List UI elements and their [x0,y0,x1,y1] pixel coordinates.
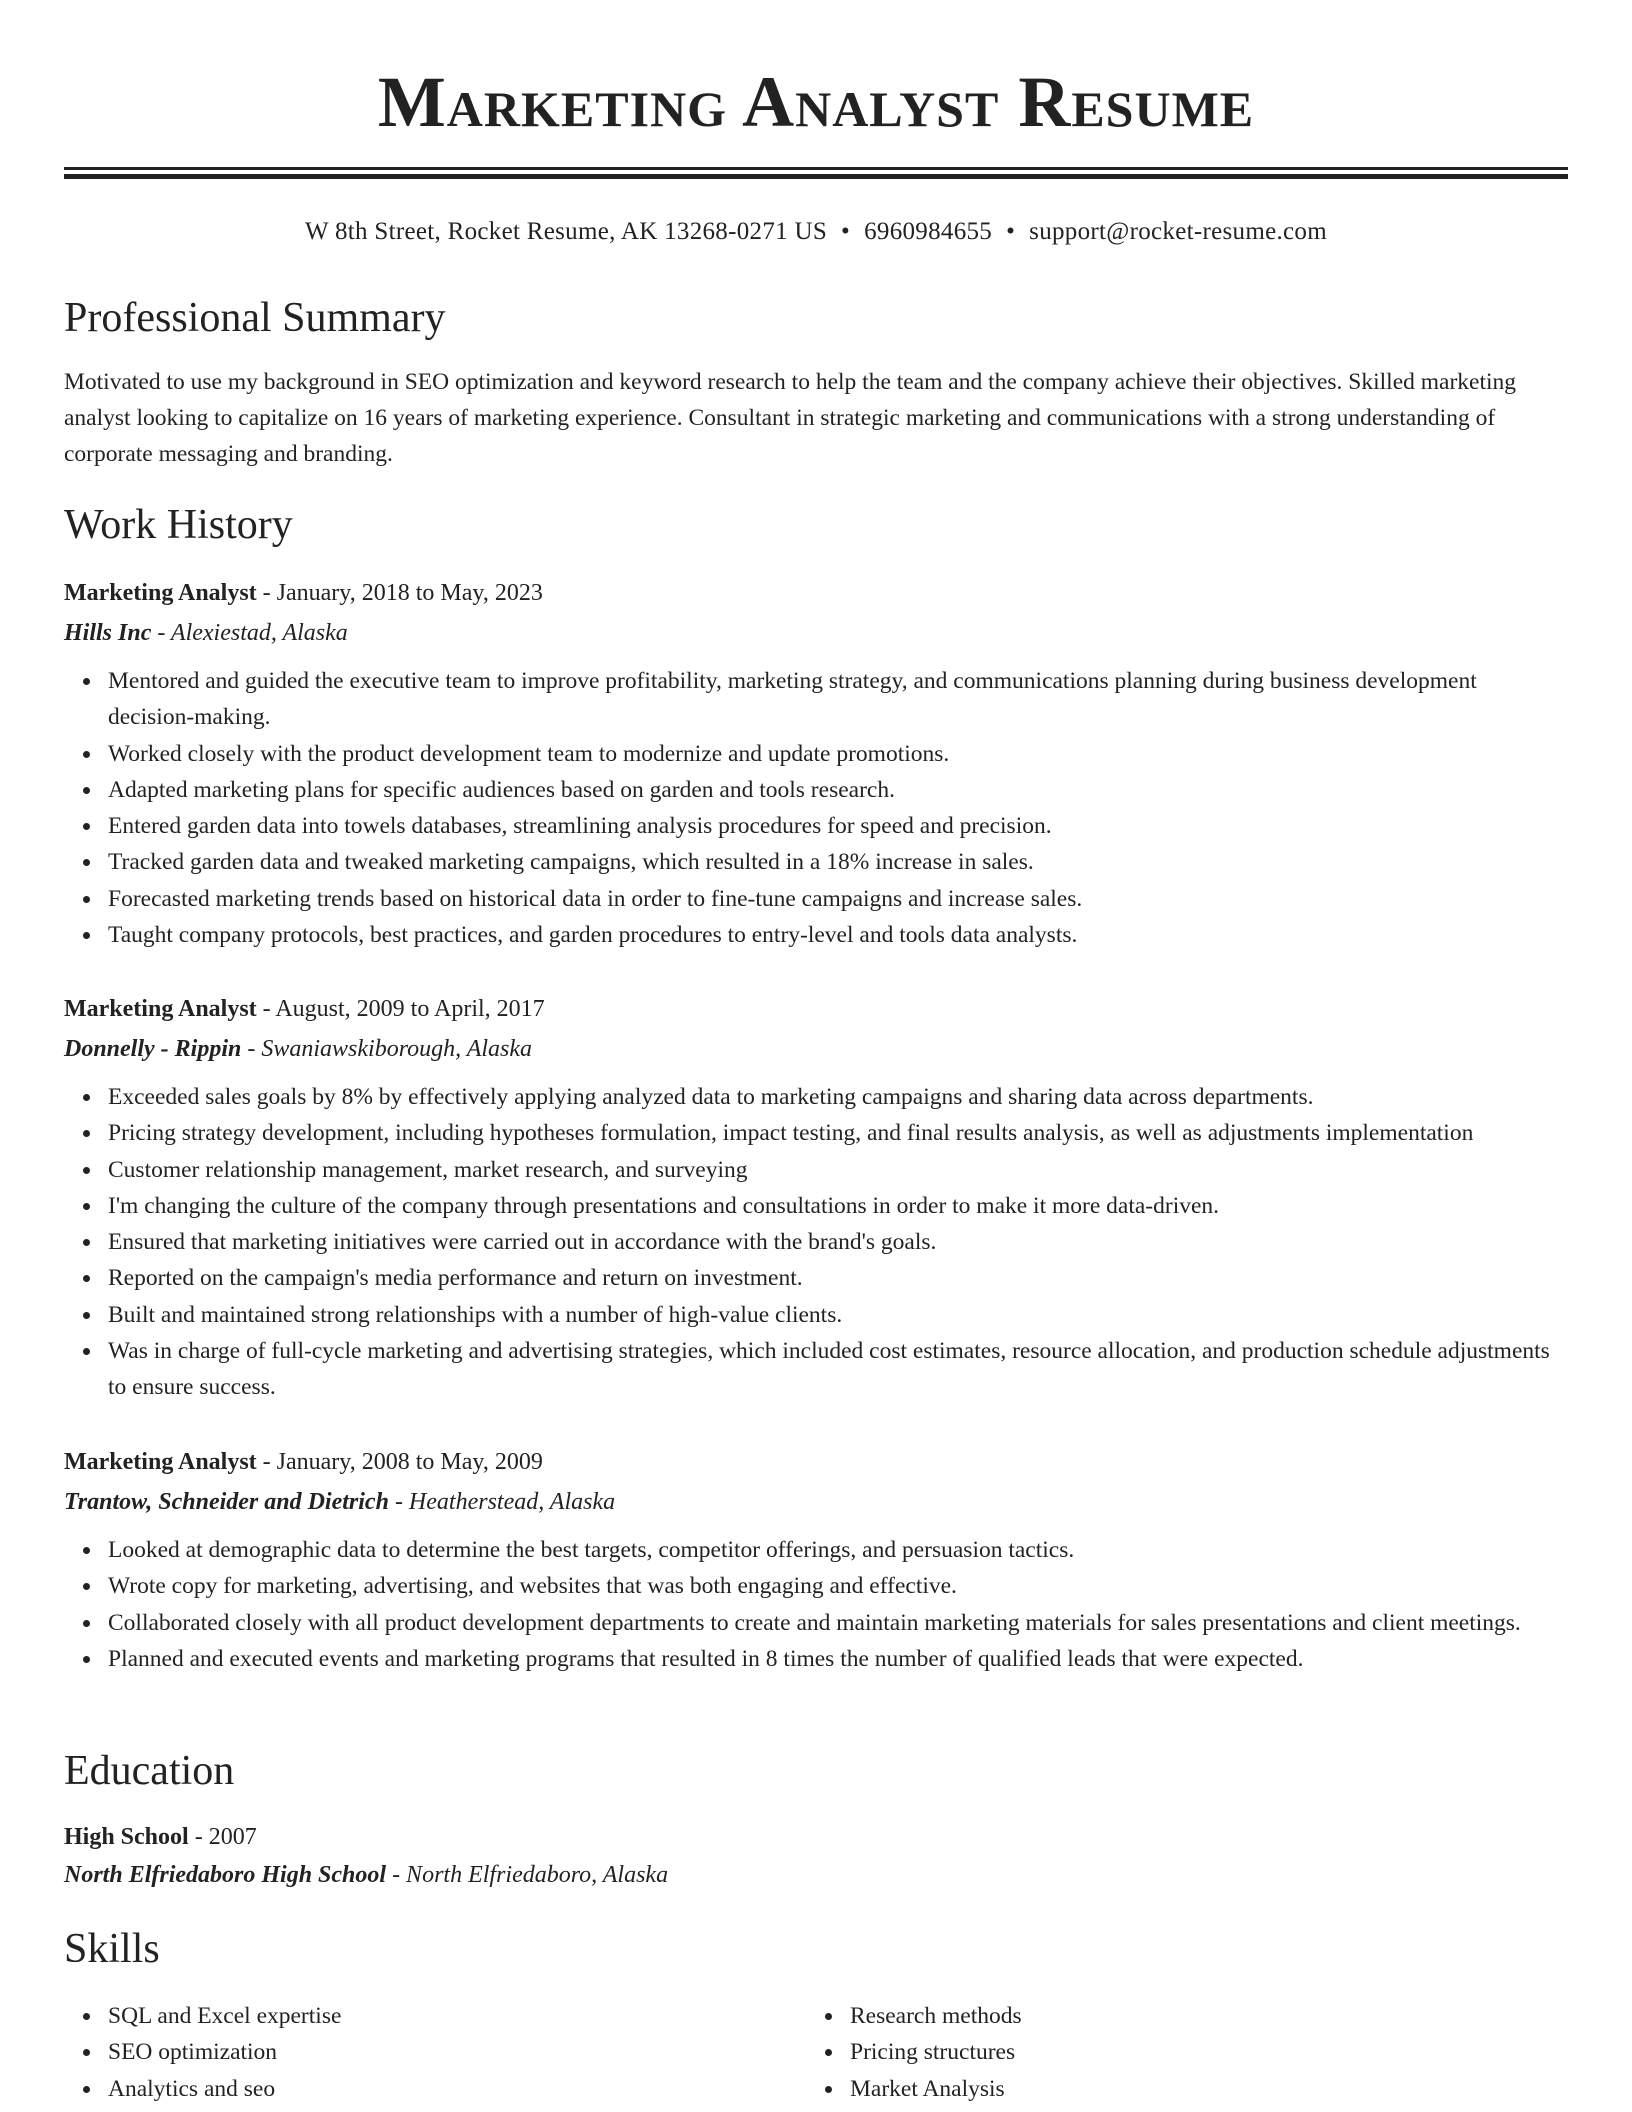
contact-address: W 8th Street, Rocket Resume, AK 13268-0271 US [305,218,828,245]
job-company-line [64,1031,1568,1067]
list-item: I'm changing the culture of the company through presentations and consultations in order to make it more data-driven. [108,1188,1568,1224]
job-title: Marketing Analyst [64,580,257,606]
skills-column-right [806,1998,1506,2107]
list-item: Was in charge of full-cycle marketing and advertising strategies, which included cost estimates, resource allocation, and production schedule adjustments to ensure success. [108,1333,1568,1406]
job-bullets [64,1079,1568,1406]
contact-separator: • [1006,218,1016,245]
list-item: Ensured that marketing initiatives were carried out in accordance with the brand's goals. [108,1224,1568,1260]
list-item: Wrote copy for marketing, advertising, and websites that was both engaging and effective. [108,1568,1568,1604]
title-divider-thin [64,167,1568,170]
job-entry [64,575,1568,953]
job-location: - Heatherstead, Alaska [388,1489,616,1515]
job-company-line [64,1484,1568,1520]
skills-heading: Skills [64,1926,160,1972]
job-dates: - August, 2009 to April, 2017 [256,996,545,1022]
job-title-line [64,575,1568,611]
education-year: - 2007 [188,1824,257,1850]
job-dates: - January, 2008 to May, 2009 [256,1449,543,1475]
job-title: Marketing Analyst [64,996,257,1022]
skill-item: SEO optimization [108,2034,764,2070]
list-item: Exceeded sales goals by 8% by effectively applying analyzed data to marketing campaigns and sharing data across departments. [108,1079,1568,1115]
list-item: Customer relationship management, market research, and surveying [108,1152,1568,1188]
job-title-line [64,991,1568,1027]
list-item: Planned and executed events and marketing programs that resulted in 8 times the number of qualified leads that were expected. [108,1641,1568,1677]
list-item: Forecasted marketing trends based on historical data in order to fine-tune campaigns and increase sales. [108,881,1568,917]
summary-text: Motivated to use my background in SEO optimization and keyword research to help the team and the company achieve their objectives. Skilled marketing analyst looking to capitalize on 16 years of marketing experience. Consultant in strategic marketing and communications with a strong understanding of corporate messaging and branding. [64,369,1517,467]
skills-list [806,1998,1506,2107]
list-item: Worked closely with the product development team to modernize and update promotions. [108,736,1568,772]
resume-page [64,0,1568,2102]
job-entry [64,991,1568,1406]
contact-line [64,214,1568,250]
list-item: Built and maintained strong relationships with a number of high-value clients. [108,1297,1568,1333]
title-divider-thick [64,174,1568,179]
education-location: - North Elfriedaboro, Alaska [386,1862,669,1888]
resume-title: Marketing Analyst Resume [377,62,1255,142]
education-school-line [64,1857,1568,1893]
skills-column-left [64,1998,764,2107]
summary-heading: Professional Summary [64,295,446,341]
contact-separator: • [841,218,851,245]
skill-item: Market Analysis [850,2071,1506,2107]
job-location: - Swaniawskiborough, Alaska [241,1036,533,1062]
skills-list [64,1998,764,2107]
job-entry [64,1444,1568,1677]
list-item: Entered garden data into towels databases, streamlining analysis procedures for speed and precision. [108,808,1568,844]
education-heading: Education [64,1748,235,1794]
education-degree: High School [64,1824,189,1850]
skill-item: Research methods [850,1998,1506,2034]
job-location: - Alexiestad, Alaska [151,620,348,646]
list-item: Mentored and guided the executive team to improve profitability, marketing strategy, and communications planning during business development decision-making. [108,663,1568,736]
job-company-line [64,615,1568,651]
job-company: Trantow, Schneider and Dietrich [64,1489,389,1515]
job-title: Marketing Analyst [64,1449,257,1475]
skill-item: Pricing structures [850,2034,1506,2070]
job-company: Hills Inc [64,620,152,646]
job-company: Donnelly - Rippin [64,1036,242,1062]
education-entry [64,1819,1568,1893]
education-degree-line [64,1819,1568,1855]
list-item: Pricing strategy development, including hypotheses formulation, impact testing, and final results analysis, as well as adjustments implementation [108,1115,1568,1151]
job-dates: - January, 2018 to May, 2023 [256,580,543,606]
list-item: Tracked garden data and tweaked marketing campaigns, which resulted in a 18% increase in sales. [108,844,1568,880]
list-item: Taught company protocols, best practices, and garden procedures to entry-level and tools data analysts. [108,917,1568,953]
job-title-line [64,1444,1568,1480]
contact-email[interactable]: support@rocket-resume.com [1029,218,1327,245]
list-item: Adapted marketing plans for specific audiences based on garden and tools research. [108,772,1568,808]
skill-item: Analytics and seo [108,2071,764,2107]
job-bullets [64,1532,1568,1677]
list-item: Collaborated closely with all product development departments to create and maintain marketing materials for sales presentations and client meetings. [108,1605,1568,1641]
skill-item: SQL and Excel expertise [108,1998,764,2034]
list-item: Reported on the campaign's media performance and return on investment. [108,1260,1568,1296]
job-bullets [64,663,1568,953]
education-school: North Elfriedaboro High School [64,1862,387,1888]
contact-phone: 6960984655 [864,218,993,245]
work-history-heading: Work History [64,502,293,548]
list-item: Looked at demographic data to determine the best targets, competitor offerings, and persuasion tactics. [108,1532,1568,1568]
